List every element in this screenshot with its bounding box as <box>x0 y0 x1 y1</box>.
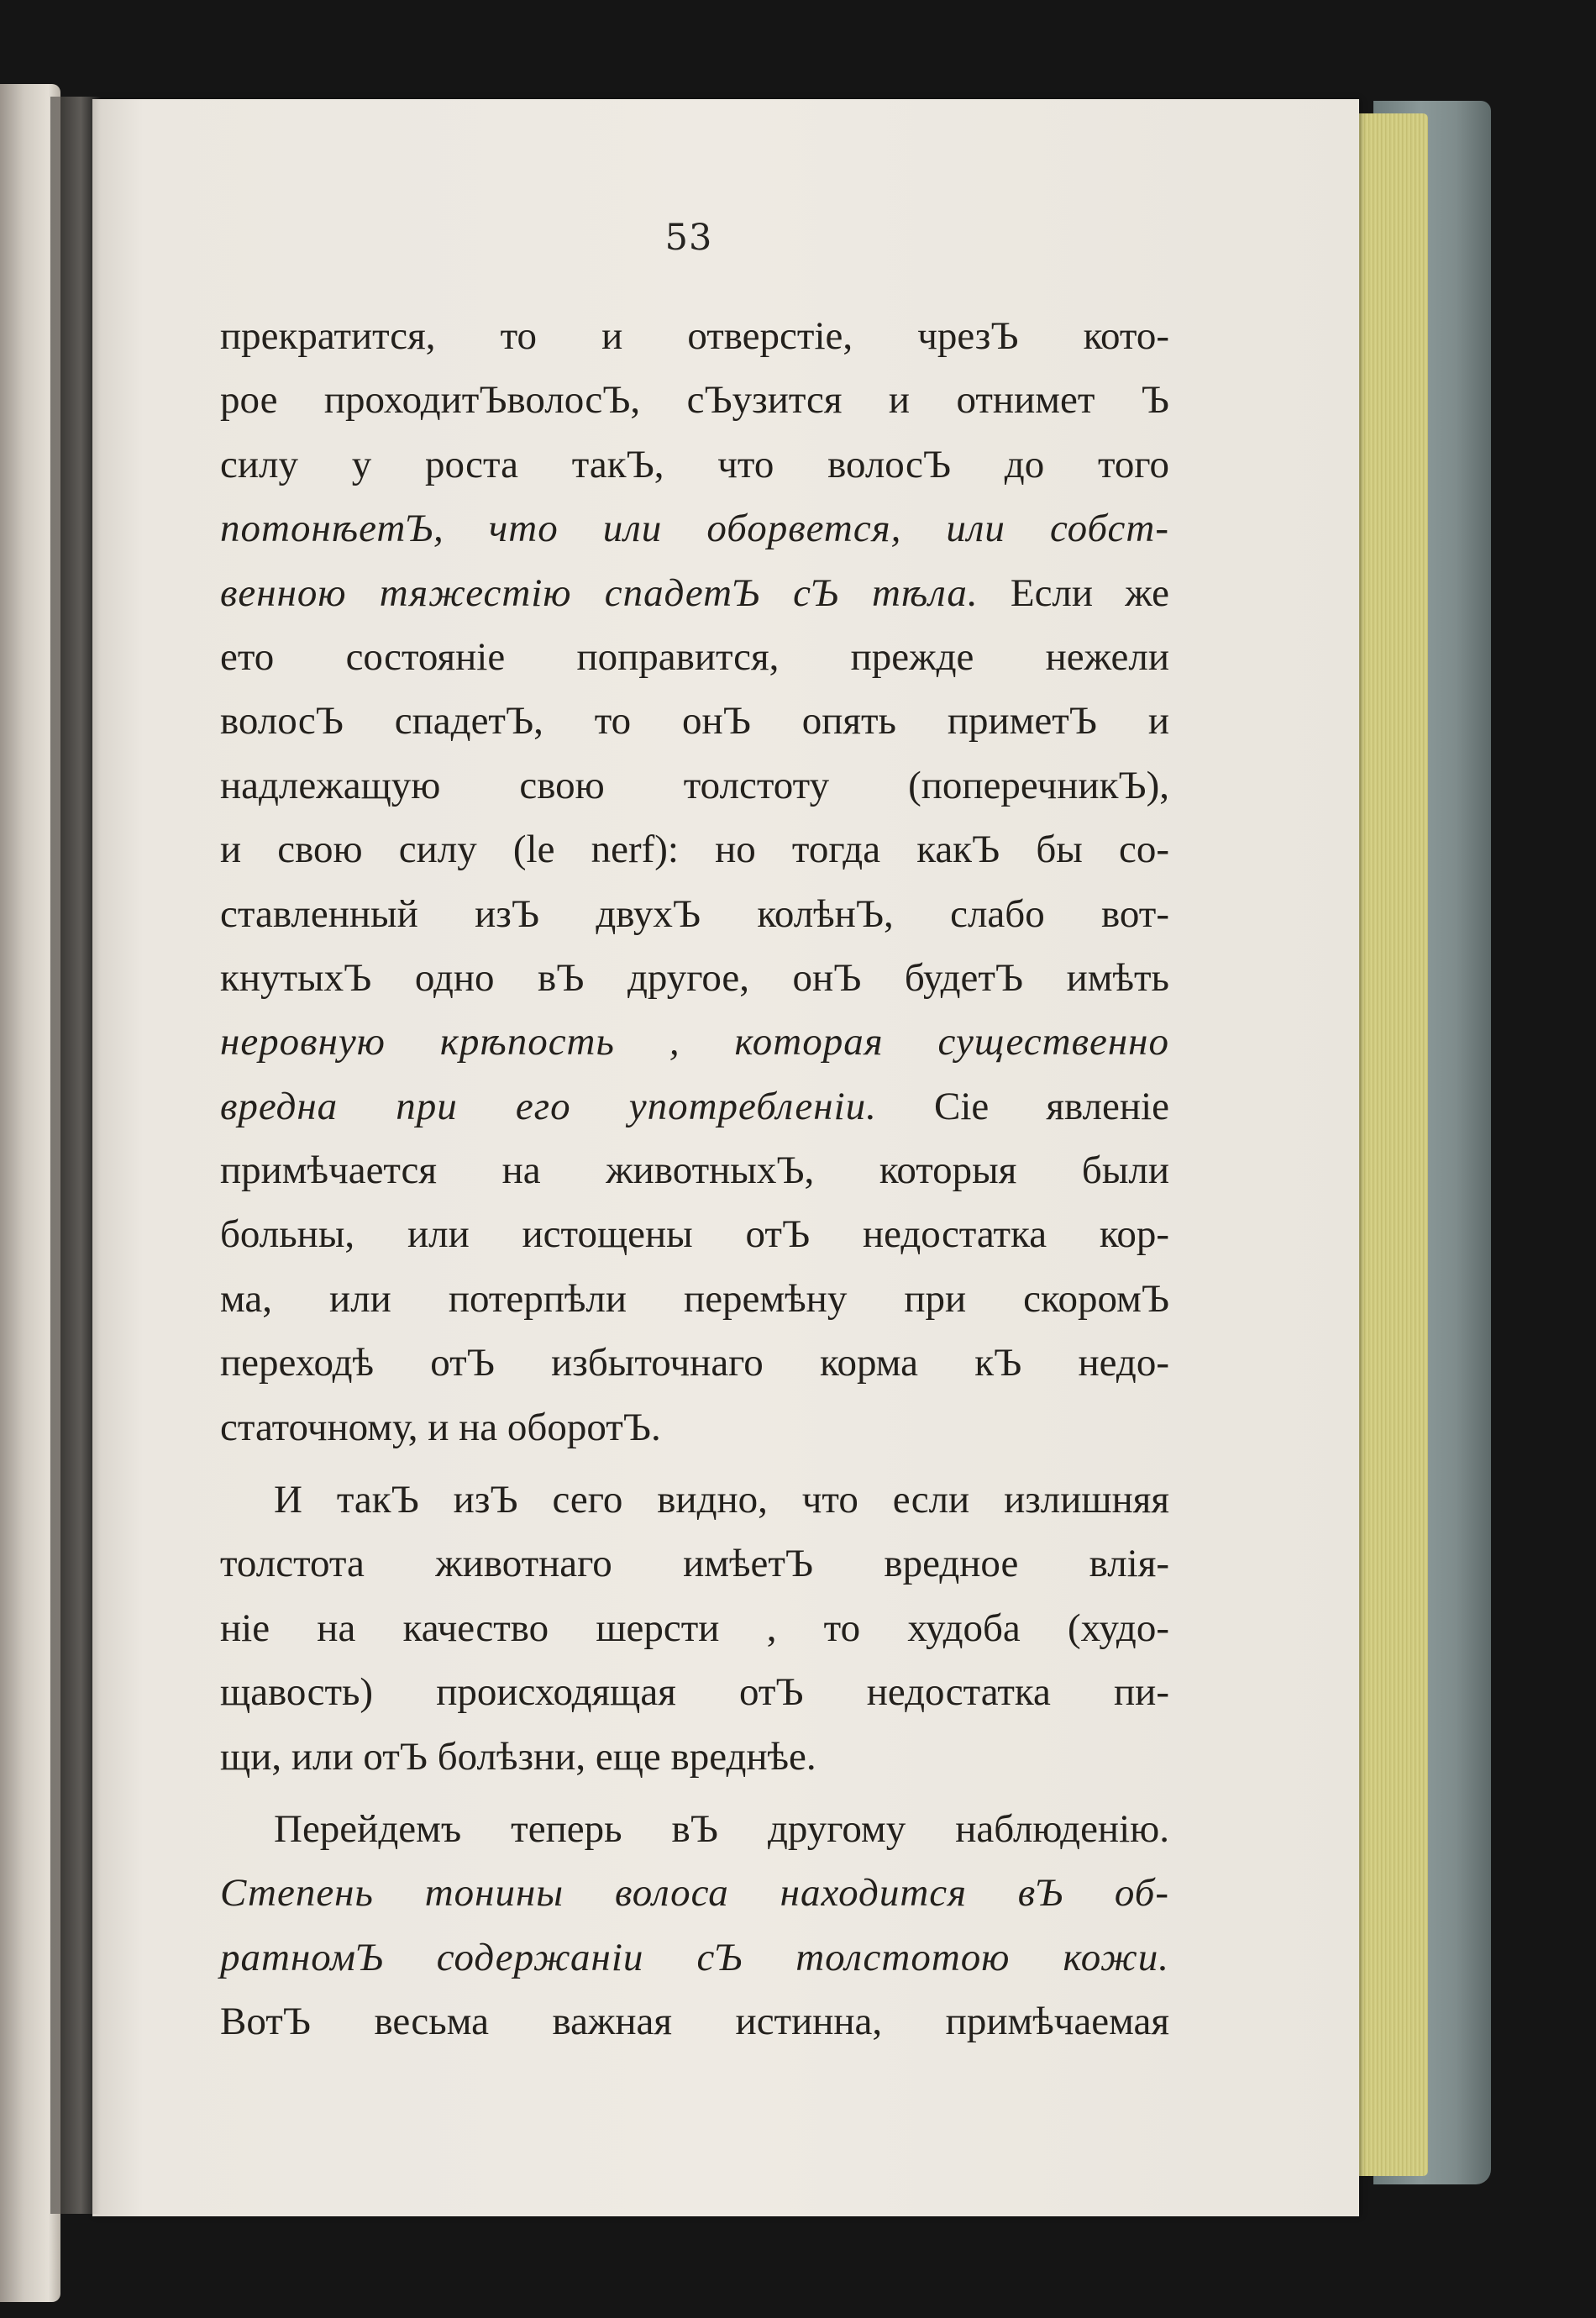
page-number: 53 <box>664 217 713 259</box>
text-line: и свою силу (le nerf): но тогда какЪ бы со- <box>220 828 1169 872</box>
text-line: рое проходитЪволосЪ, сЪузится и отнимет Ъ <box>220 378 1169 423</box>
text-line: переходѣ отЪ избыточнаго корма кЪ недо- <box>220 1341 1169 1385</box>
text-line: статочному, и на оборотЪ. <box>220 1405 661 1449</box>
italic-text: вредна при его употребленіи. <box>220 1084 877 1128</box>
text-line: больны, или истощены отЪ недостатка кор- <box>220 1212 1169 1257</box>
text-line: силу у роста такЪ, что волосЪ до того <box>220 442 1169 486</box>
text-line: ма, или потерпѣли перемѣну при скоромЪ <box>220 1276 1169 1321</box>
text-line: ніе на качество шерсти , то худоба (худо- <box>220 1606 1169 1650</box>
regular-text: Сіе явленіе <box>876 1084 1169 1128</box>
text-line <box>220 1926 1169 1989</box>
text-line: ВотЪ весьма важная истинна, примѣчаемая <box>220 2000 1169 2044</box>
regular-text: Если же <box>978 570 1169 615</box>
text-line: ето состояніе поправится, прежде нежели <box>220 634 1169 679</box>
italic-text: венною тяжестію спадетЪ сЪ тѣла. <box>220 570 979 615</box>
text-line: волосЪ спадетЪ, то онЪ опять приметЪ и <box>220 699 1169 744</box>
text-line: надлежащую свою толстоту (поперечникЪ), <box>220 763 1169 807</box>
italic-text: Степень тонины волоса находится вЪ об- <box>220 1871 1169 1916</box>
text-line <box>220 1010 1169 1074</box>
page-edges <box>1348 113 1428 2176</box>
italic-text: потонѣетЪ, что или оборвется, или собст- <box>220 507 1169 551</box>
text-line: Перейдемъ теперь вЪ другому наблюденію. <box>274 1806 1169 1851</box>
page-text <box>220 304 1169 2054</box>
text-line: толстота животнаго имѣетЪ вредное влія- <box>220 1542 1169 1586</box>
gutter-shadow <box>50 97 101 2214</box>
text-line <box>220 497 1169 560</box>
italic-text: неровную крѣпость , которая существенно <box>220 1020 1169 1064</box>
text-line: И такЪ изЪ сего видно, что если излишняя <box>274 1478 1169 1522</box>
text-line: щи, или отЪ болѣзни, еще вреднѣе. <box>220 1734 816 1779</box>
text-line <box>220 1075 1169 1138</box>
text-line <box>220 561 1169 625</box>
text-line: щавость) происходящая отЪ недостатка пи- <box>220 1670 1169 1715</box>
text-line: прекратится, то и отверстіе, чрезЪ кото- <box>220 314 1169 358</box>
italic-text: ратномЪ содержаніи сЪ толстотою кожи. <box>220 1935 1169 1979</box>
text-line: кнутыхЪ одно вЪ другое, онЪ будетЪ имѣть <box>220 955 1169 1000</box>
text-line <box>220 1861 1169 1925</box>
text-line: ставленный изЪ двухЪ колѣнЪ, слабо вот- <box>220 891 1169 936</box>
text-line: примѣчается на животныхЪ, которыя были <box>220 1148 1169 1193</box>
